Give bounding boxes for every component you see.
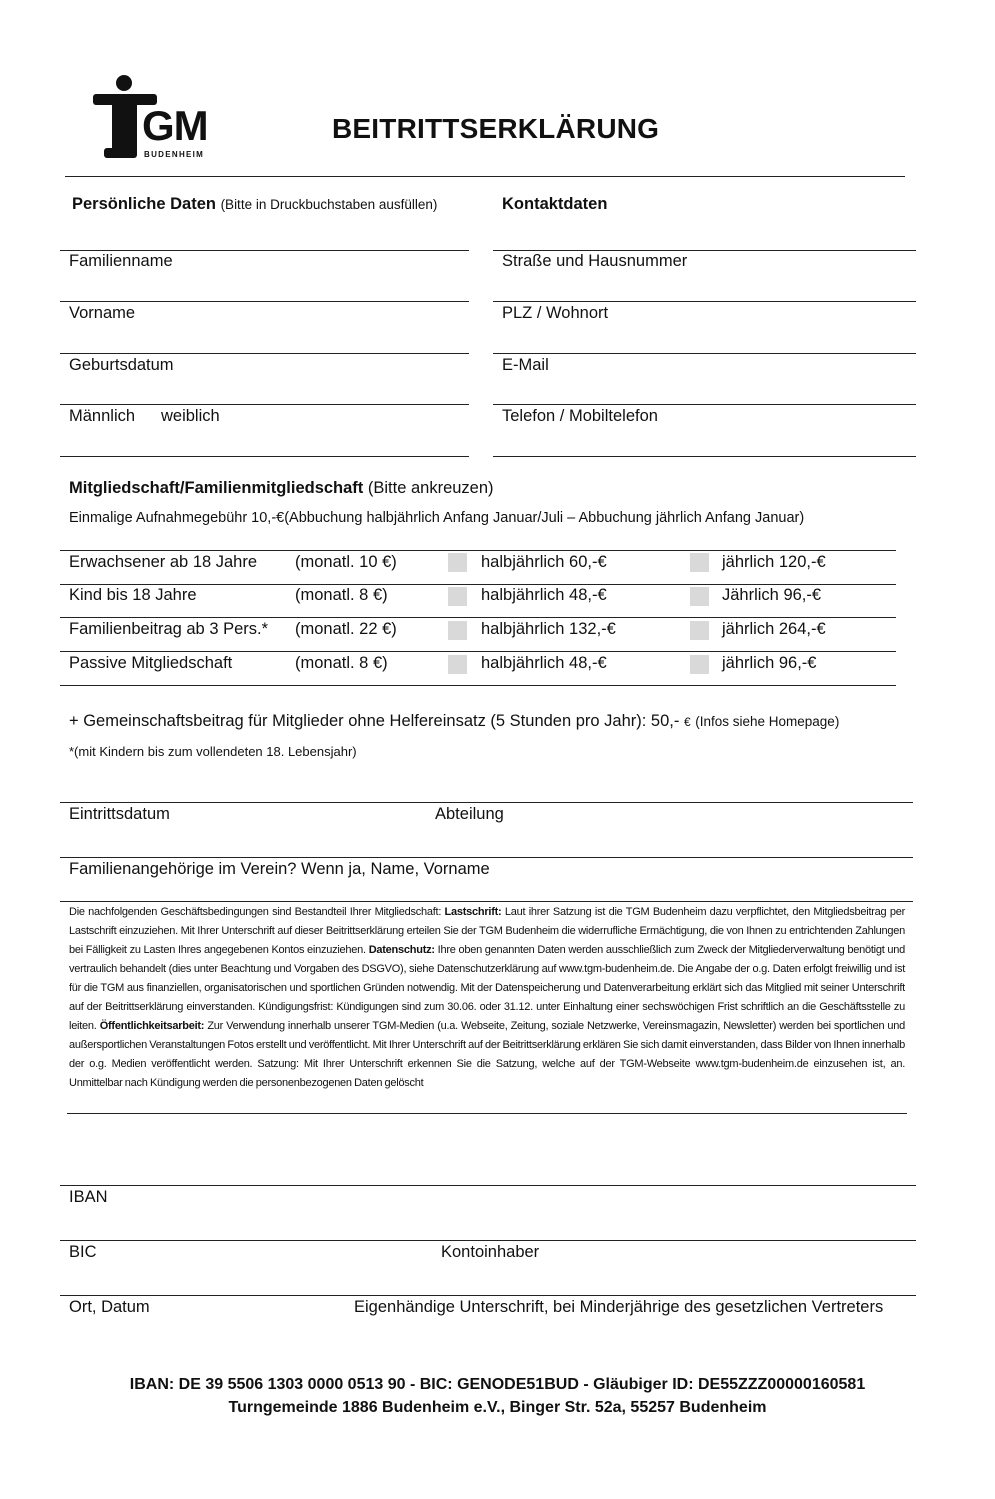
field-ort-datum[interactable]: Ort, Datum bbox=[69, 1298, 150, 1316]
field-familienname[interactable]: Familienname bbox=[69, 252, 173, 270]
field-line bbox=[493, 456, 916, 457]
field-line bbox=[60, 1240, 916, 1241]
checkbox-half-yearly[interactable] bbox=[448, 655, 467, 674]
membership-row-type: Familienbeitrag ab 3 Pers.* bbox=[69, 620, 269, 638]
checkbox-yearly[interactable] bbox=[690, 655, 709, 674]
membership-row-half: halbjährlich 48,-€ bbox=[481, 654, 607, 672]
field-iban[interactable]: IBAN bbox=[69, 1188, 108, 1206]
table-line bbox=[60, 550, 896, 551]
field-email[interactable]: E-Mail bbox=[502, 356, 549, 374]
membership-row-monthly: (monatl. 22 €) bbox=[295, 620, 397, 638]
field-signature[interactable]: Eigenhändige Unterschrift, bei Minderjährige des gesetzlichen Vertreters bbox=[354, 1298, 884, 1316]
membership-row-type: Erwachsener ab 18 Jahre bbox=[69, 553, 258, 571]
gender-male-option[interactable]: Männlich bbox=[69, 407, 136, 425]
footer-address-line: Turngemeinde 1886 Budenheim e.V., Binger Str. 52a, 55257 Budenheim bbox=[228, 1399, 767, 1416]
personal-heading: Persönliche Daten (Bitte in Druckbuchstaben ausfüllen) bbox=[72, 195, 438, 213]
field-geburtsdatum[interactable]: Geburtsdatum bbox=[69, 356, 174, 374]
field-eintrittsdatum[interactable]: Eintrittsdatum bbox=[69, 805, 170, 823]
field-line bbox=[60, 1185, 916, 1186]
checkbox-half-yearly[interactable] bbox=[448, 621, 467, 640]
membership-row-half: halbjährlich 48,-€ bbox=[481, 586, 607, 604]
field-familienangehoerige[interactable]: Familienangehörige im Verein? Wenn ja, Name, Vorname bbox=[69, 860, 490, 878]
membership-row-year: Jährlich 96,-€ bbox=[722, 586, 822, 604]
tgm-logo bbox=[90, 74, 215, 160]
gender-female-option[interactable]: weiblich bbox=[161, 407, 220, 425]
membership-row-year: jährlich 120,-€ bbox=[722, 553, 826, 571]
field-telefon[interactable]: Telefon / Mobiltelefon bbox=[502, 407, 658, 425]
membership-row-year: jährlich 96,-€ bbox=[722, 654, 817, 672]
field-abteilung[interactable]: Abteilung bbox=[435, 805, 504, 823]
community-fee-line: + Gemeinschaftsbeitrag für Mitglieder ohne Helfereinsatz (5 Stunden pro Jahr): 50,- € (Infos siehe Homepage) bbox=[69, 712, 840, 730]
header-divider bbox=[65, 176, 905, 177]
field-line bbox=[493, 404, 916, 405]
field-bic[interactable]: BIC bbox=[69, 1243, 97, 1261]
field-line bbox=[60, 802, 913, 803]
terms-text: Die nachfolgenden Geschäftsbedingungen sind Bestandteil Ihrer Mitgliedschaft: Lastschrift: Laut ihrer Satzung ist die TGM Budenheim dazu verpflichtet, den Mitgliedsbeitrag per Lastschrift einzuziehen. Mit Ihrer Unterschrift auf dieser Beitrittserklärung erteilen Sie der TGM Budenheim die widerrufliche Ermächtigung, die von Ihnen zu entrichtenden Zahlungen bei Fälligkeit zu Lasten Ihres angegebenen Kontos einzuziehen. Datenschutz: Ihre oben genannten Daten werden ausschließlich zum Zweck der Mitgliederverwaltung benötigt und vertraulich behandelt (dies unter Beachtung und Vorgaben des DSGVO), siehe Datenschutzerklärung auf www.tgm-budenheim.de. Die Angabe der o.g. Daten erfolgt freiwillig und ist für die TGM aus finanziellen, organisatorischen und sportlichen Gründen notwendig. Mit der Datenspeicherung und Datenverarbeitung erklärt sich das Mitglied mit seiner Unterschrift auf der Beitrittserklärung einverstanden. Kündigungsfrist: Kündigungen sind zum 30.06. oder 31.12. unter Einhaltung einer sechswöchigen Frist schriftlich an die Geschäftsstelle zu leiten. Öffentlichkeitsarbeit: Zur Verwendung innerhalb unserer TGM-Medien (u.a. Webseite, Zeitung, soziale Netzwerke, Vereinsmagazin, Newsletter) werden bei sportlichen und außersportlichen Veranstaltungen Fotos erstellt und veröffentlicht. Mit Ihrer Unterschrift auf der Beitrittserklärung erklären Sie sich damit einverstanden, dass Bilder von Ihnen innerhalb der o.g. Medien veröffentlicht werden. Satzung: Mit Ihrer Unterschrift erkennen Sie die Satzung, welche auf der TGM-Webseite www.tgm-budenheim.de einzusehen ist, an. Unmittelbar nach Kündigung werden die personenbezogenen Daten gelöscht bbox=[69, 906, 906, 1089]
checkbox-yearly[interactable] bbox=[690, 553, 709, 572]
membership-fee-line: Einmalige Aufnahmegebühr 10,-€(Abbuchung halbjährlich Anfang Januar/Juli – Abbuchung jährlich Anfang Januar) bbox=[69, 510, 805, 526]
membership-row-type: Kind bis 18 Jahre bbox=[69, 586, 197, 604]
membership-heading: Mitgliedschaft/Familienmitgliedschaft (Bitte ankreuzen) bbox=[69, 479, 494, 497]
field-strasse[interactable]: Straße und Hausnummer bbox=[502, 252, 688, 270]
field-line bbox=[60, 901, 913, 902]
field-line bbox=[60, 857, 913, 858]
table-line bbox=[60, 685, 896, 686]
membership-row-monthly: (monatl. 8 €) bbox=[295, 654, 388, 672]
field-line bbox=[493, 353, 916, 354]
checkbox-yearly[interactable] bbox=[690, 587, 709, 606]
table-line bbox=[60, 651, 896, 652]
membership-row-monthly: (monatl. 10 €) bbox=[295, 553, 397, 571]
logo-subtitle: BUDENHEIM bbox=[144, 150, 205, 159]
page-title: BEITRITTSERKLÄRUNG bbox=[332, 113, 660, 144]
checkbox-yearly[interactable] bbox=[690, 621, 709, 640]
footer-bank-line: IBAN: DE 39 5506 1303 0000 0513 90 - BIC: GENODE51BUD - Gläubiger ID: DE55ZZZ00000160581 bbox=[129, 1376, 866, 1393]
membership-row-half: halbjährlich 60,-€ bbox=[481, 553, 607, 571]
field-line bbox=[493, 301, 916, 302]
contact-heading: Kontaktdaten bbox=[502, 195, 608, 213]
checkbox-half-yearly[interactable] bbox=[448, 587, 467, 606]
membership-footnote: *(mit Kindern bis zum vollendeten 18. Lebensjahr) bbox=[69, 744, 357, 759]
field-plz-wohnort[interactable]: PLZ / Wohnort bbox=[502, 304, 609, 322]
terms-divider bbox=[67, 1113, 907, 1114]
field-line bbox=[60, 353, 469, 354]
logo-letters: GM bbox=[142, 102, 208, 149]
membership-row-year: jährlich 264,-€ bbox=[722, 620, 826, 638]
field-line bbox=[60, 404, 469, 405]
membership-row-monthly: (monatl. 8 €) bbox=[295, 586, 388, 604]
membership-row-half: halbjährlich 132,-€ bbox=[481, 620, 616, 638]
table-line bbox=[60, 617, 896, 618]
field-line bbox=[60, 301, 469, 302]
field-vorname[interactable]: Vorname bbox=[69, 304, 136, 322]
checkbox-half-yearly[interactable] bbox=[448, 553, 467, 572]
field-kontoinhaber[interactable]: Kontoinhaber bbox=[441, 1243, 540, 1261]
field-line bbox=[60, 456, 469, 457]
membership-row-type: Passive Mitgliedschaft bbox=[69, 654, 233, 672]
field-line bbox=[60, 1295, 916, 1296]
